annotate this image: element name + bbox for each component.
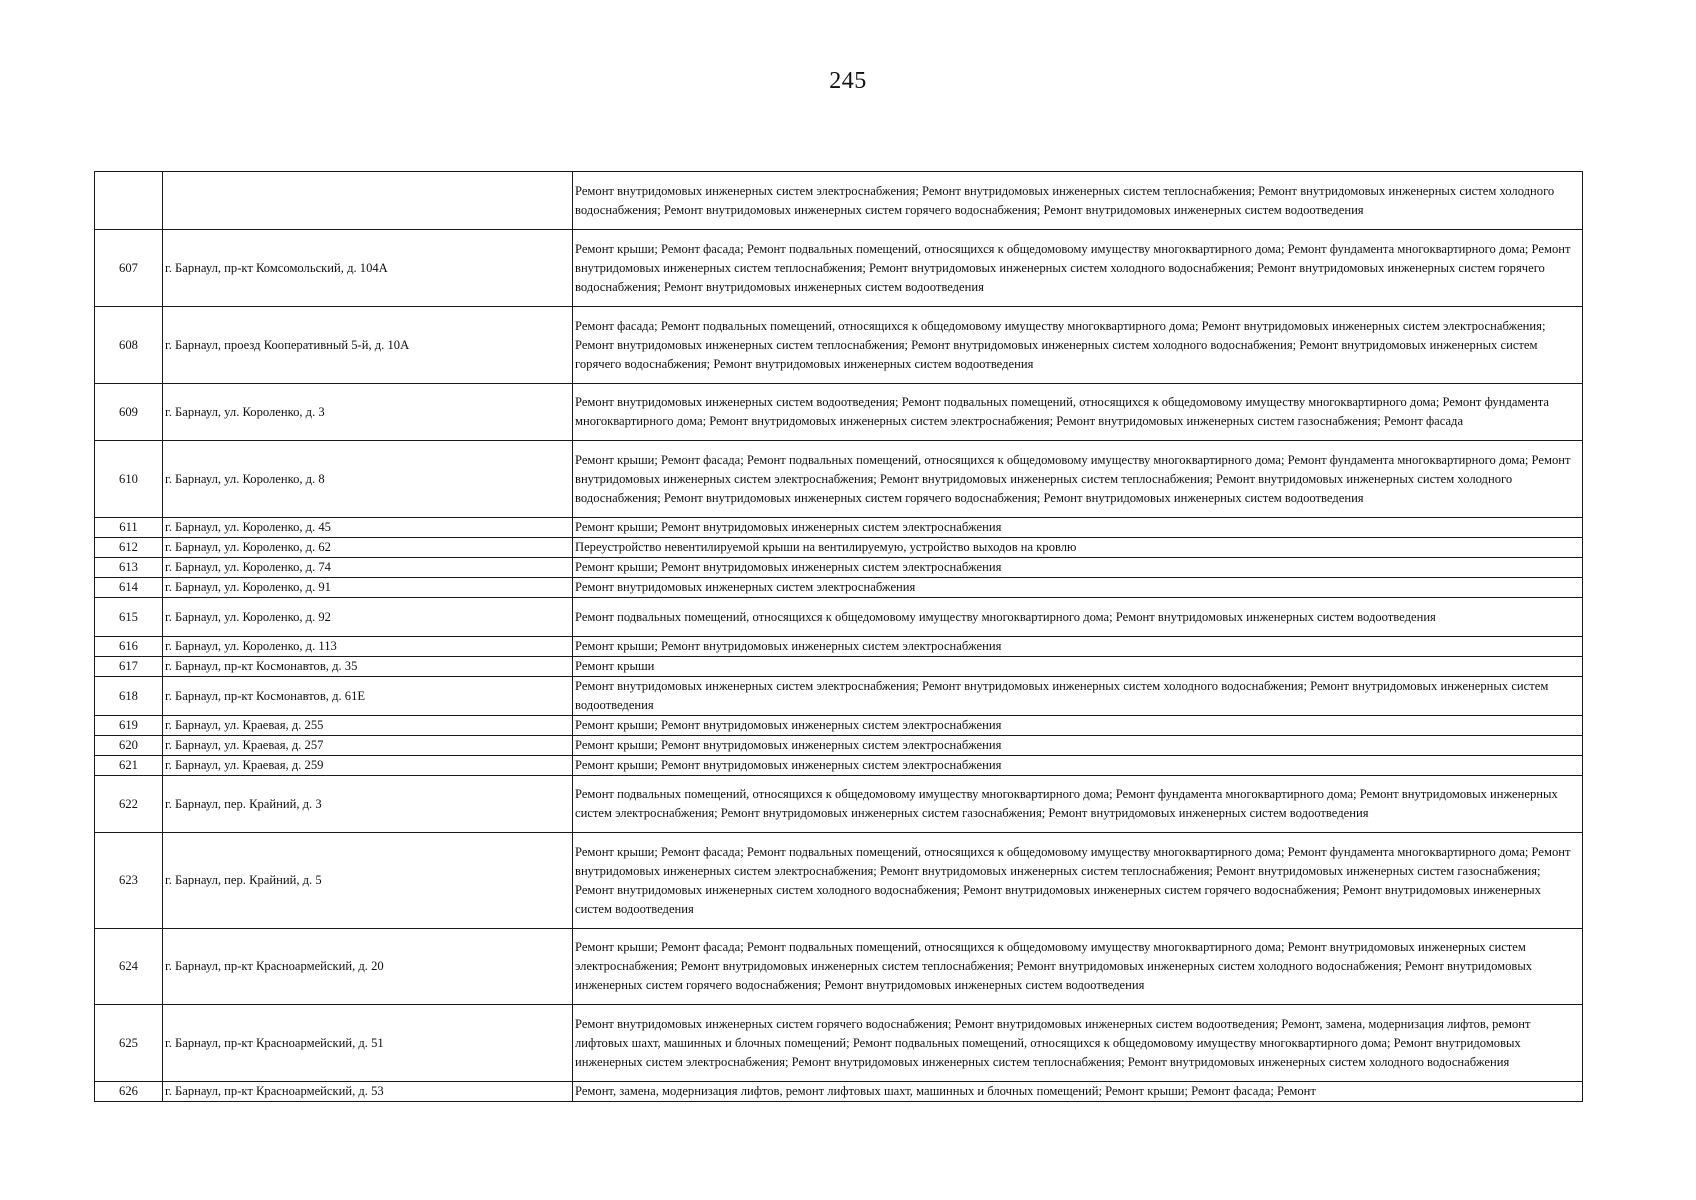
row-address: г. Барнаул, пер. Крайний, д. 3 [163,776,573,833]
row-works: Ремонт внутридомовых инженерных систем электроснабжения; Ремонт внутридомовых инженерных систем холодного водоснабжения; Ремонт внутридомовых инженерных систем водоотведения [573,677,1583,716]
row-address: г. Барнаул, ул. Короленко, д. 91 [163,578,573,598]
row-number: 623 [95,833,163,929]
table-row [95,558,1583,578]
page-number: 245 [829,68,867,94]
row-address: г. Барнаул, пр-кт Космонавтов, д. 61Е [163,677,573,716]
table-row [95,677,1583,716]
row-works: Ремонт подвальных помещений, относящихся к общедомовому имуществу многоквартирного дома; Ремонт внутридомовых инженерных систем водоотведения [573,598,1583,637]
table-row [95,578,1583,598]
row-address: г. Барнаул, пер. Крайний, д. 5 [163,833,573,929]
table-row [95,307,1583,384]
row-works: Ремонт крыши; Ремонт фасада; Ремонт подвальных помещений, относящихся к общедомовому имуществу многоквартирного дома; Ремонт фундамента многоквартирного дома; Ремонт внутридомовых инженерных систем электроснабжения; Ремонт внутридомовых инженерных систем теплоснабжения; Ремонт внутридомовых инженерных систем холодного водоснабжения; Ремонт внутридомовых инженерных систем горячего водоснабжения; Ремонт внутридомовых инженерных систем водоотведения [573,441,1583,518]
row-number: 613 [95,558,163,578]
row-works: Ремонт крыши; Ремонт внутридомовых инженерных систем электроснабжения [573,736,1583,756]
table-row [95,172,1583,230]
row-address: г. Барнаул, ул. Короленко, д. 113 [163,637,573,657]
row-works: Ремонт подвальных помещений, относящихся к общедомовому имуществу многоквартирного дома; Ремонт фундамента многоквартирного дома; Ремонт внутридомовых инженерных систем электроснабжения; Ремонт внутридомовых инженерных систем газоснабжения; Ремонт внутридомовых инженерных систем водоотведения [573,776,1583,833]
row-address: г. Барнаул, ул. Краевая, д. 257 [163,736,573,756]
table-row [95,736,1583,756]
row-address [163,172,573,230]
row-works: Ремонт крыши; Ремонт фасада; Ремонт подвальных помещений, относящихся к общедомовому имуществу многоквартирного дома; Ремонт внутридомовых инженерных систем электроснабжения; Ремонт внутридомовых инженерных систем теплоснабжения; Ремонт внутридомовых инженерных систем холодного водоснабжения; Ремонт внутридомовых инженерных систем горячего водоснабжения; Ремонт внутридомовых инженерных систем водоотведения [573,929,1583,1005]
row-works: Ремонт крыши; Ремонт внутридомовых инженерных систем электроснабжения [573,518,1583,538]
table-row [95,598,1583,637]
row-works: Ремонт, замена, модернизация лифтов, ремонт лифтовых шахт, машинных и блочных помещений; Ремонт крыши; Ремонт фасада; Ремонт [573,1082,1583,1102]
row-address: г. Барнаул, ул. Короленко, д. 45 [163,518,573,538]
row-number [95,172,163,230]
row-address: г. Барнаул, ул. Короленко, д. 74 [163,558,573,578]
row-address: г. Барнаул, ул. Краевая, д. 259 [163,756,573,776]
row-address: г. Барнаул, пр-кт Красноармейский, д. 51 [163,1005,573,1082]
row-number: 610 [95,441,163,518]
row-number: 615 [95,598,163,637]
row-number: 614 [95,578,163,598]
row-works: Переустройство невентилируемой крыши на вентилируемую, устройство выходов на кровлю [573,538,1583,558]
table-row [95,756,1583,776]
row-address: г. Барнаул, пр-кт Красноармейский, д. 20 [163,929,573,1005]
row-number: 618 [95,677,163,716]
row-address: г. Барнаул, ул. Короленко, д. 92 [163,598,573,637]
table-row [95,657,1583,677]
row-works: Ремонт крыши; Ремонт внутридомовых инженерных систем электроснабжения [573,558,1583,578]
row-number: 612 [95,538,163,558]
row-address: г. Барнаул, проезд Кооперативный 5-й, д. 10А [163,307,573,384]
table-row [95,230,1583,307]
table-row [95,776,1583,833]
row-number: 619 [95,716,163,736]
row-address: г. Барнаул, ул. Короленко, д. 62 [163,538,573,558]
row-number: 620 [95,736,163,756]
row-works: Ремонт крыши; Ремонт фасада; Ремонт подвальных помещений, относящихся к общедомовому имуществу многоквартирного дома; Ремонт фундамента многоквартирного дома; Ремонт внутридомовых инженерных систем электроснабжения; Ремонт внутридомовых инженерных систем теплоснабжения; Ремонт внутридомовых инженерных систем газоснабжения; Ремонт внутридомовых инженерных систем холодного водоснабжения; Ремонт внутридомовых инженерных систем горячего водоснабжения; Ремонт внутридомовых инженерных систем водоотведения [573,833,1583,929]
row-number: 622 [95,776,163,833]
row-works: Ремонт внутридомовых инженерных систем горячего водоснабжения; Ремонт внутридомовых инженерных систем водоотведения; Ремонт, замена, модернизация лифтов, ремонт лифтовых шахт, машинных и блочных помещений; Ремонт подвальных помещений, относящихся к общедомовому имуществу многоквартирного дома; Ремонт внутридомовых инженерных систем электроснабжения; Ремонт внутридомовых инженерных систем теплоснабжения; Ремонт внутридомовых инженерных систем холодного водоснабжения [573,1005,1583,1082]
row-address: г. Барнаул, ул. Короленко, д. 3 [163,384,573,441]
row-number: 625 [95,1005,163,1082]
row-address: г. Барнаул, ул. Краевая, д. 255 [163,716,573,736]
table-row [95,384,1583,441]
table-row [95,637,1583,657]
row-number: 621 [95,756,163,776]
row-works: Ремонт крыши; Ремонт фасада; Ремонт подвальных помещений, относящихся к общедомовому имуществу многоквартирного дома; Ремонт фундамента многоквартирного дома; Ремонт внутридомовых инженерных систем теплоснабжения; Ремонт внутридомовых инженерных систем холодного водоснабжения; Ремонт внутридомовых инженерных систем горячего водоснабжения; Ремонт внутридомовых инженерных систем водоотведения [573,230,1583,307]
row-works: Ремонт внутридомовых инженерных систем электроснабжения; Ремонт внутридомовых инженерных систем теплоснабжения; Ремонт внутридомовых инженерных систем холодного водоснабжения; Ремонт внутридомовых инженерных систем горячего водоснабжения; Ремонт внутридомовых инженерных систем водоотведения [573,172,1583,230]
row-works: Ремонт крыши; Ремонт внутридомовых инженерных систем электроснабжения [573,716,1583,736]
row-number: 611 [95,518,163,538]
row-works: Ремонт внутридомовых инженерных систем водоотведения; Ремонт подвальных помещений, относящихся к общедомовому имуществу многоквартирного дома; Ремонт фундамента многоквартирного дома; Ремонт внутридомовых инженерных систем электроснабжения; Ремонт внутридомовых инженерных систем газоснабжения; Ремонт фасада [573,384,1583,441]
row-address: г. Барнаул, ул. Короленко, д. 8 [163,441,573,518]
table-row [95,441,1583,518]
row-number: 624 [95,929,163,1005]
table-row [95,1005,1583,1082]
row-works: Ремонт внутридомовых инженерных систем электроснабжения [573,578,1583,598]
row-number: 626 [95,1082,163,1102]
table-row [95,833,1583,929]
table-row [95,716,1583,736]
row-number: 617 [95,657,163,677]
table-row [95,929,1583,1005]
row-address: г. Барнаул, пр-кт Космонавтов, д. 35 [163,657,573,677]
row-address: г. Барнаул, пр-кт Красноармейский, д. 53 [163,1082,573,1102]
table-row [95,538,1583,558]
row-works: Ремонт крыши; Ремонт внутридомовых инженерных систем электроснабжения [573,756,1583,776]
table-row [95,1082,1583,1102]
row-works: Ремонт крыши [573,657,1583,677]
row-address: г. Барнаул, пр-кт Комсомольский, д. 104А [163,230,573,307]
table-row [95,518,1583,538]
row-number: 616 [95,637,163,657]
row-works: Ремонт крыши; Ремонт внутридомовых инженерных систем электроснабжения [573,637,1583,657]
row-number: 609 [95,384,163,441]
row-works: Ремонт фасада; Ремонт подвальных помещений, относящихся к общедомовому имуществу многоквартирного дома; Ремонт внутридомовых инженерных систем электроснабжения; Ремонт внутридомовых инженерных систем теплоснабжения; Ремонт внутридомовых инженерных систем холодного водоснабжения; Ремонт внутридомовых инженерных систем горячего водоснабжения; Ремонт внутридомовых инженерных систем водоотведения [573,307,1583,384]
row-number: 607 [95,230,163,307]
row-number: 608 [95,307,163,384]
repair-works-table [94,171,1583,1102]
